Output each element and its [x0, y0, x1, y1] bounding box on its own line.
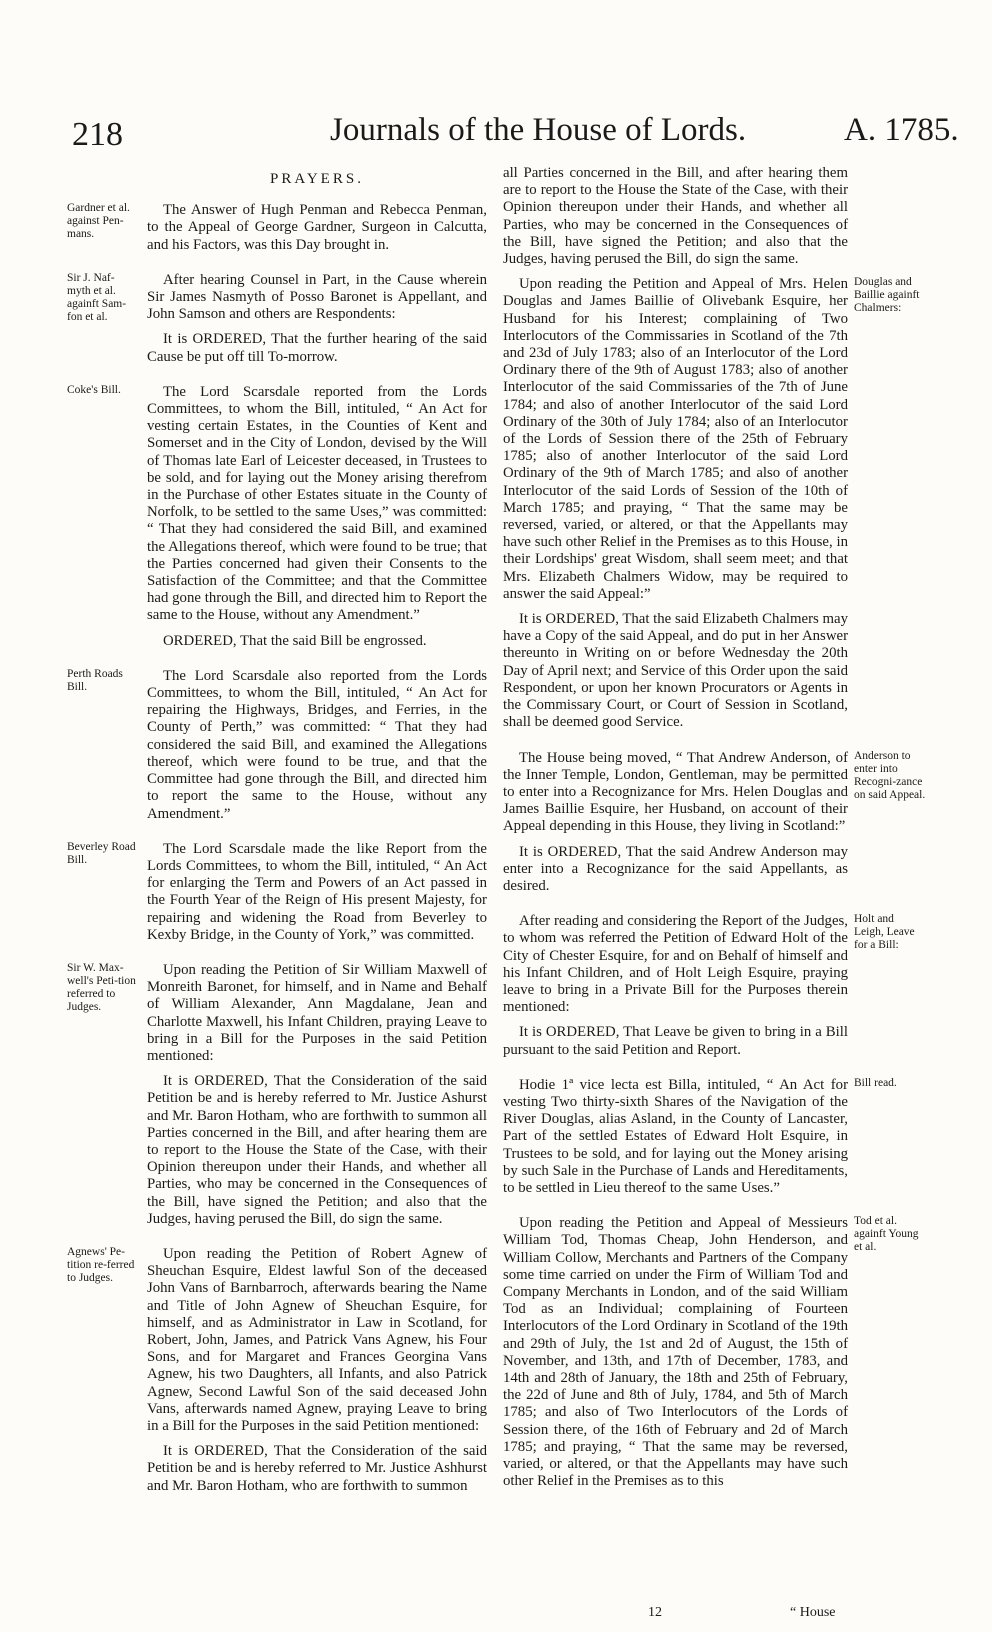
journal-entry	[67, 271, 487, 366]
entry-paragraph: The House being moved, “ That Andrew Anderson, of the Inner Temple, London, Gentleman, may be permitted to enter into a Recognizance for Mrs. Helen Douglas and James Baillie Esquire, her Husband, on account of their Appeal depending in this House, they living in Scotland:”	[503, 749, 848, 835]
entry-paragraph: The Lord Scarsdale reported from the Lords Committees, to whom the Bill, intituled, “ An Act for vesting certain Estates, in the Counties of Kent and Somerset and in the City of London, devised by the Will of Thomas late Earl of Leicester deceased, in Trustees to be sold, and for laying out the Money arising therefrom in the Purchase of other Estates situate in the County of Norfolk, to be settled to the same Uses,” was committed: “ That they had considered the said Bill, and examined the Allegations thereof, which were found to be true; that the Parties concerned had given their Consents to the Satisfaction of the Committee; and that the Committee had gone through the Bill, and directed him to Report the same to the House, without any Amendment.”	[147, 383, 487, 624]
year-label: A. 1785.	[844, 112, 959, 148]
entry-paragraph: It is ORDERED, That the said Andrew Anderson may enter into a Recognizance for the said Appellants, as desired.	[503, 843, 848, 894]
entry-paragraph: It is ORDERED, That the said Elizabeth Chalmers may have a Copy of the said Appeal, and do put in her Answer thereunto in Writing on or before Wednesday the 20th Day of April next; and Service of this Order upon the said Respondent, or upon her known Procurators or Agents in the Commissary Court, or Court of Session in Scotland, shall be deemed good Service.	[503, 611, 848, 731]
journal-entry	[503, 276, 920, 731]
margin-note: Holt and Leigh, Leave for a Bill:	[854, 913, 915, 952]
entry-paragraph: The Answer of Hugh Penman and Rebecca Penman, to the Appeal of George Gardner, Surgeon in Calcutta, and his Factors, was this Day brought in.	[147, 202, 487, 253]
right-column-entries	[503, 276, 926, 1508]
journal-entry	[67, 667, 487, 823]
catchword: “ House	[790, 1605, 836, 1620]
right-column	[503, 165, 926, 1508]
entry-paragraph: It is ORDERED, That Leave be given to bring in a Bill pursuant to the said Petition and Report.	[503, 1024, 848, 1058]
margin-note: Bill read.	[854, 1076, 897, 1089]
margin-note: Perth Roads Bill.	[67, 667, 123, 693]
entry-paragraph: After reading and considering the Report of the Judges, to whom was referred the Petition of Edward Holt of the City of Chester Esquire, for and on Behalf of himself and his Infant Children, and of Holt Leigh Esquire, praying leave to bring in a Private Bill for the Purposes therein mentioned:	[503, 913, 848, 1016]
entry-paragraph: It is ORDERED, That the Consideration of the said Petition be and is hereby referred to Mr. Justice Ashurst and Mr. Baron Hotham, who are forthwith to summon all Parties concerned in the Bill, and after hearing them are to report to the House the State of the Case, with their Opinion thereupon under their Hands, and whether all Parties, who may be concerned in the Consequences of the Bill, have signed the Petition; and also that the Judges, having perused the Bill, do sign the same.	[147, 1073, 487, 1227]
signature-mark: 12	[648, 1605, 662, 1620]
journal-entry	[67, 1245, 487, 1495]
entry-paragraph: After hearing Counsel in Part, in the Cause wherein Sir James Nasmyth of Posso Baronet is Appellant, and John Samson and others are Respondents:	[147, 271, 487, 323]
running-title: Journals of the House of Lords.	[330, 112, 747, 148]
journal-entry	[503, 1076, 897, 1197]
journal-entry	[503, 749, 926, 896]
margin-note: Coke's Bill.	[67, 383, 121, 396]
journal-entry	[503, 1215, 919, 1490]
page-number: 218	[72, 116, 123, 153]
left-column-entries	[67, 202, 487, 1513]
continued-paragraph: all Parties concerned in the Bill, and after hearing them are to report to the House the State of the Case, with their Opinion thereupon under their Hands, and whether all Parties, who may be concerned in the Consequences of the Bill, have signed the Petition; and also that the Judges, having perused the Bill, do sign the same.	[503, 165, 848, 268]
margin-note: Agnews' Pe-tition re-ferred to Judges.	[67, 1245, 135, 1284]
entry-paragraph: It is ORDERED, That the Consideration of the said Petition be and is hereby referred to Mr. Justice Ashhurst and Mr. Baron Hotham, who are forthwith to summon	[147, 1443, 487, 1494]
journal-entry	[67, 383, 487, 650]
entry-paragraph: It is ORDERED, That the further hearing of the said Cause be put off till To-morrow.	[147, 331, 487, 365]
margin-note: Sir J. Naf-myth et al. againft Sam-fon et al.	[67, 271, 127, 323]
journal-entry	[67, 961, 487, 1228]
entry-paragraph: Upon reading the Petition of Sir William Maxwell of Monreith Baronet, for himself, and in Name and Behalf of William Alexander, Ann Magdalane, Jean and Charlotte Maxwell, his Infant Children, praying Leave to bring in a Bill for the Purposes in the said Petition mentioned:	[147, 961, 487, 1064]
entry-paragraph: ORDERED, That the said Bill be engrossed.	[163, 632, 427, 649]
margin-note: Anderson to enter into Recogni-zance on said Appeal.	[854, 749, 926, 801]
journal-entry	[67, 202, 487, 254]
left-column	[67, 165, 487, 1513]
margin-note: Sir W. Max-well's Peti-tion referred to Judges.	[67, 961, 136, 1013]
entry-paragraph: The Lord Scarsdale also reported from the Lords Committees, to whom the Bill, intituled, “ An Act for repairing the Highways, Bridges, and Ferries, in the County of Perth,” was committed: “ That they had considered the said Bill, and examined the Allegations thereof, which were found to be true, and that the Committee had gone through the Bill, and directed him to report the same to the House, without any Amendment.”	[147, 667, 487, 822]
journal-entry	[67, 840, 487, 944]
journal-entry	[503, 913, 915, 1059]
entry-paragraph: Hodie 1ª vice lecta est Billa, intituled, “ An Act for vesting Two thirty-sixth Shares of the Navigation of the River Douglas, alias Asland, in the County of Lancaster, Part of the settled Estates of Edward Holt Esquire, in Trustees to be sold, and for laying out the Money arising by such Sale in the Purchase of Lands and Hereditaments, to be settled in Lieu thereof to the same Uses.”	[503, 1076, 848, 1196]
entry-paragraph: The Lord Scarsdale made the like Report from the Lords Committees, to whom the Bill, intituled, “ An Act for enlarging the Term and Powers of an Act passed in the Fourth Year of the Reign of His present Majesty, for repairing and widening the Road from Beverley to Kexby Bridge, in the County of York,” was committed.	[147, 840, 487, 943]
margin-note: Beverley Road Bill.	[67, 840, 136, 866]
entry-paragraph: Upon reading the Petition and Appeal of Mrs. Helen Douglas and James Baillie of Olivebank Esquire, her Husband for his Interest; complaining of Two Interlocutors of the Commissaries in Scotland of the 7th and 23d of July 1783; also of an Interlocutor of the Lord Ordinary there of the 9th of August 1783; also of another Interlocutor of the said Commissaries of the 7th of June 1784; and also of another Interlocutor of the said Lord Ordinary of the 30th of July 1784; also of an Interlocutor of the Lords of Session there of the 25th of February 1785; also of another Interlocutor of the said Lord Ordinary of the 9th of March 1785; and also of another Interlocutor of the said Lords of Session of the 10th of March 1785; and praying, “ That the same may be reversed, varied, or altered, or that the Appellants may have such other Relief in the Premises as to this House, in their Lordships' great Wisdom, shall seem meet; and that Mrs. Elizabeth Chalmers Widow, may be required to answer the said Appeal:”	[503, 276, 848, 602]
margin-note: Douglas and Baillie againft Chalmers:	[854, 276, 920, 315]
margin-note: Tod et al. againft Young et al.	[854, 1215, 919, 1254]
entry-paragraph: Upon reading the Petition of Robert Agnew of Sheuchan Esquire, Eldest lawful Son of the deceased John Vans of Barnbarroch, afterwards bearing the Name and Title of John Agnew of Sheuchan Esquire, for himself, and as Administrator in Law in Scotland, for Robert, John, James, and Patrick Vans Agnew, his Four Sons, and for Margaret and Frances Georgina Vans Agnew, his two Daughters, all Infants, and also Patrick Agnew, Second Lawful Son of the said deceased John Vans, afterwards named Agnew, praying Leave to bring in a Bill for the Purposes in the said Petition mentioned:	[147, 1245, 487, 1434]
page-header	[0, 0, 992, 153]
section-heading: PRAYERS.	[270, 171, 364, 187]
margin-note: Gardner et al. against Pen-mans.	[67, 202, 130, 241]
entry-paragraph: Upon reading the Petition and Appeal of Messieurs William Tod, Thomas Cheap, John Henderson, and William Collow, Merchants and Partners of the Company some time carried on under the Firm of William Tod and Company Merchants in London, and of the said William Tod as an Individual; complaining of Fourteen Interlocutors of the Lord Ordinary in Scotland of the 19th and 29th of July, the 1st and 2d of August, the 15th of November, and 13th, and 17th of December, 1783, and 14th and 28th of January, the 18th and 25th of February, the 22d of June and 8th of July, 1784, and 5th of March 1785; and also of Two Interlocutors of the Lords of Session there, of the 16th of February and 2d of March 1785; and praying, “ That the same may be reversed, varied, or altered, or that the Appellants may have such other Relief in the Premises as to this	[503, 1215, 848, 1490]
